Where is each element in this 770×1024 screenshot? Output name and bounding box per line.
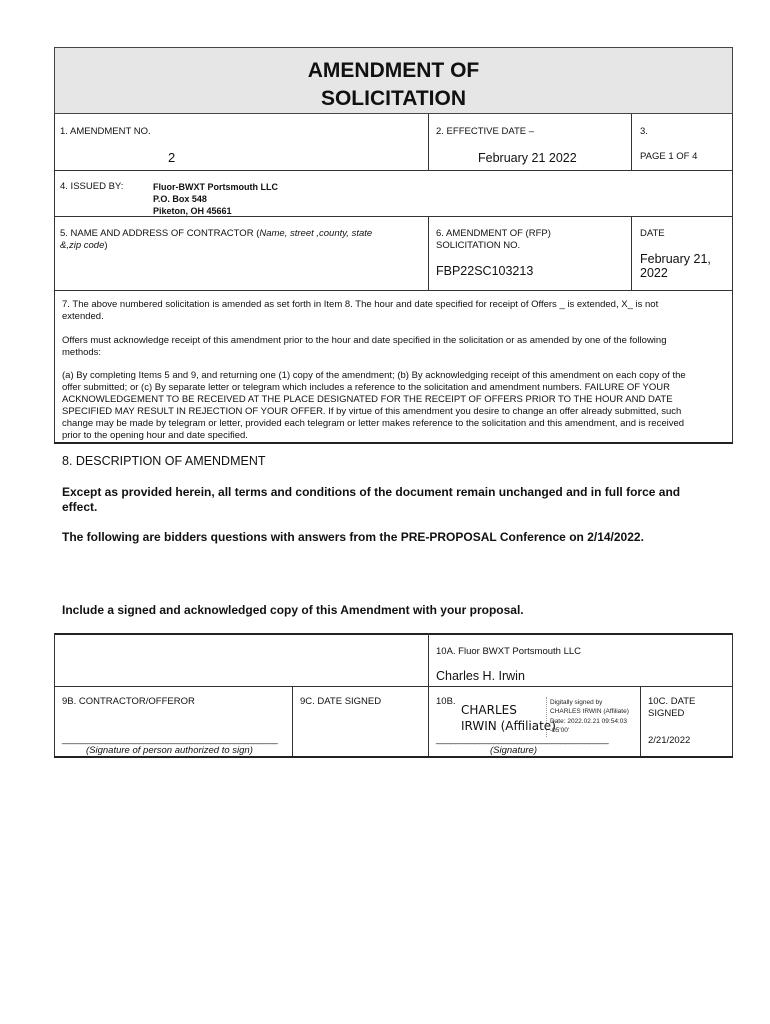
page-info: PAGE 1 OF 4	[640, 151, 698, 162]
digital-signature-divider	[546, 697, 548, 737]
issuer-line3: Piketon, OH 45661	[153, 206, 232, 216]
digital-sig-line4: -05'00'	[550, 727, 570, 734]
section8-heading: 8. DESCRIPTION OF AMENDMENT	[62, 454, 266, 468]
issued-by-label: 4. ISSUED BY:	[60, 181, 124, 192]
rule-row3-bottom	[54, 290, 733, 291]
signature-line-10b: ____________________________________	[436, 734, 609, 745]
rfp-solicitation-number: FBP22SC103213	[436, 264, 534, 278]
rule-item7-bottom	[54, 442, 733, 444]
divider-row1-a	[428, 114, 429, 170]
label-10c-line1: 10C. DATE	[648, 696, 696, 707]
rfp-label-line1: 6. AMENDMENT OF (RFP)	[436, 228, 551, 239]
label-10c-line2: SIGNED	[648, 708, 685, 719]
rule-row1-bottom	[54, 170, 733, 171]
issuer-line2: P.O. Box 548	[153, 194, 207, 204]
right-border-sig	[732, 633, 733, 757]
methods-line1: (a) By completing Items 5 and 9, and returning one (1) copy of the amendment; (b) By acknowledging receipt of this amendment on each copy of the	[62, 370, 686, 381]
methods-line6: prior to the opening hour and date specified.	[62, 430, 248, 441]
methods-line2: offer submitted; or (c) By separate letter or telegram which includes a reference to the solicitation and amendment numbers. FAILURE OF YOUR	[62, 382, 670, 393]
amendment-no-label: 1. AMENDMENT NO.	[60, 126, 151, 137]
digital-sig-line3: Date: 2022.02.21 09:54:03	[550, 718, 627, 725]
right-border-row1	[732, 114, 733, 170]
section8-para3: Include a signed and acknowledged copy of this Amendment with your proposal.	[62, 603, 524, 617]
effective-date-label: 2. EFFECTIVE DATE –	[436, 126, 535, 137]
signature-name-line2: IRWIN (Affiliate)	[461, 719, 556, 733]
divider-row1-b	[631, 114, 632, 170]
box3-label: 3.	[640, 126, 648, 137]
methods-line3: ACKNOWLEDGEMENT TO BE RECEIVED AT THE PLACE DESIGNATED FOR THE RECEIPT OF OFFERS PRIOR TO THE HOUR AND DATE	[62, 394, 673, 405]
digital-sig-line2: CHARLES IRWIN (Affiliate)	[550, 708, 629, 715]
caption-9b: (Signature of person authorized to sign)	[86, 745, 253, 756]
digital-sig-line1: Digitally signed by	[550, 699, 603, 706]
right-border-row2	[732, 170, 733, 216]
divider-sig-10c	[640, 686, 641, 757]
amendment-no-value: 2	[168, 150, 176, 165]
label-10a: 10A. Fluor BWXT Portsmouth LLC	[436, 646, 582, 657]
title-box	[54, 47, 733, 114]
left-border-row1	[54, 114, 55, 170]
section8-para1-line1: Except as provided herein, all terms and conditions of the document remain unchanged and in full force and	[62, 485, 681, 499]
methods-line4: SPECIFIED MAY RESULT IN REJECTION OF YOUR OFFER. If by virtue of this amendment you desire to change an offer already submitted, such	[62, 406, 682, 417]
right-border-row3	[732, 216, 733, 290]
contractor-label-main: 5. NAME AND ADDRESS OF CONTRACTOR (	[60, 228, 260, 239]
divider-sig-a	[428, 633, 429, 757]
date-label: DATE	[640, 228, 665, 239]
left-border-item7	[54, 290, 55, 442]
divider-sig-9c	[292, 686, 293, 757]
item7-line2: extended.	[62, 311, 104, 322]
rule-signature-bottom	[54, 756, 733, 758]
right-border-item7	[732, 290, 733, 442]
item7-line1: 7. The above numbered solicitation is amended as set forth in Item 8. The hour and date specified for receipt of Offers _ is extended, X_ is not	[62, 299, 659, 310]
divider-row3-a	[428, 216, 429, 290]
left-border-row2	[54, 170, 55, 216]
document-title-line1: AMENDMENT OF	[307, 59, 480, 82]
section8-para2: The following are bidders questions with answers from the PRE-PROPOSAL Conference on 2/14/2022.	[62, 530, 644, 544]
section8-para1-line2: effect.	[62, 500, 98, 514]
contractor-label-italic2: &,zip code	[60, 240, 105, 251]
signature-line-9b: _____________________________________________	[62, 734, 278, 745]
offers-line1: Offers must acknowledge receipt of this amendment prior to the hour and date specified in the solicitation or as amended by one of the following	[62, 335, 667, 346]
contractor-label-close: )	[104, 240, 108, 251]
left-border-row3	[54, 216, 55, 290]
contractor-label	[60, 228, 420, 240]
label-9c: 9C. DATE SIGNED	[300, 696, 382, 707]
rule-signature-mid	[54, 686, 733, 687]
caption-10b: (Signature)	[490, 745, 537, 756]
label-10b: 10B.	[436, 696, 456, 707]
date-signed-10c: 2/21/2022	[648, 735, 691, 746]
effective-date-value: February 21 2022	[478, 151, 577, 165]
contractor-label-italic1: Name, street ,county, state	[259, 228, 373, 239]
left-border-sig	[54, 633, 55, 757]
rfp-label-line2: SOLICITATION NO.	[436, 240, 521, 251]
document-title-line2: SOLICITATION	[320, 87, 467, 110]
methods-line5: change may be made by telegram or letter, provided each telegram or letter makes reference to the solicitation and this amendment, and is received	[62, 418, 685, 429]
rule-signature-top	[54, 633, 733, 635]
date-value-line1: February 21,	[640, 252, 711, 266]
contractor-label-cont	[60, 240, 108, 252]
divider-row3-b	[631, 216, 632, 290]
signature-name-line1: CHARLES	[461, 703, 517, 717]
label-9b: 9B. CONTRACTOR/OFFEROR	[62, 696, 195, 707]
name-10a: Charles H. Irwin	[436, 669, 525, 683]
offers-line2: methods:	[62, 347, 102, 358]
issuer-line1: Fluor-BWXT Portsmouth LLC	[153, 182, 278, 192]
date-value-line2: 2022	[640, 266, 668, 280]
